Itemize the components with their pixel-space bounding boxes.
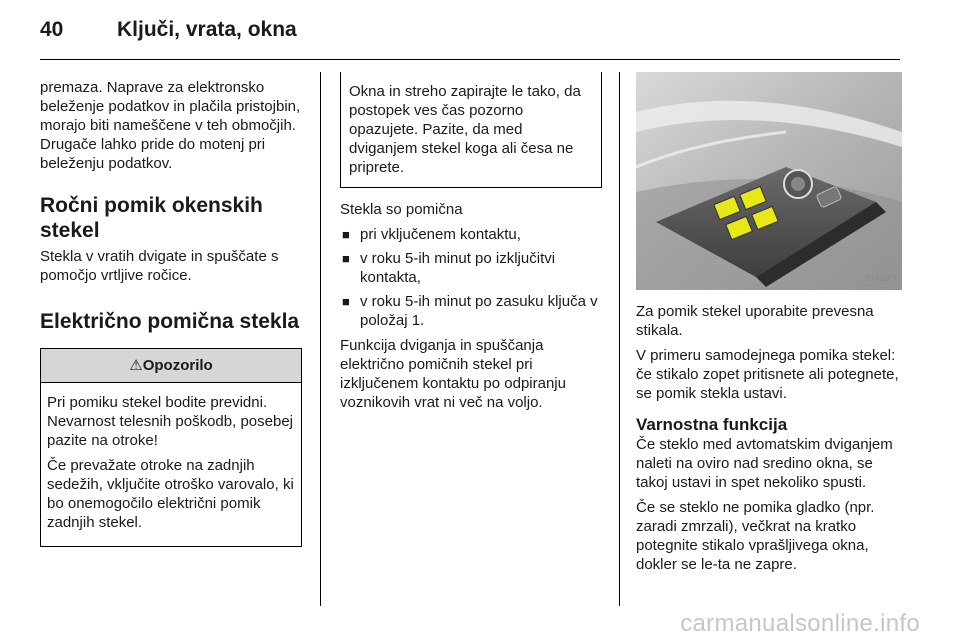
- conditions-list: [340, 225, 602, 330]
- manual-windows-heading: Ročni pomik okenskih stekel: [40, 194, 263, 242]
- list-item: ■ v roku 5-ih minut po izključitvi kontakta,: [342, 250, 556, 286]
- electric-windows-heading: Električno pomična stekla: [40, 310, 300, 333]
- column-middle: [340, 72, 602, 418]
- intro-paragraph: premaza. Naprave za elektronsko beleženje podatkov in plačila pristojbin, morajo biti nameščene v teh območjih. Drugače lahko pride do motenj pri beleženju podatkov.: [40, 79, 301, 172]
- image-code: 17429 T: [865, 273, 898, 283]
- safety-paragraph-2: Če se steklo ne pomika gladko (npr. zaradi zmrzali), večkrat na kratko potegnite stikalo vprašljivega okna, dokler se le-ta ne zapre.: [636, 499, 875, 573]
- column-divider-1: [320, 72, 321, 606]
- note-box: [340, 72, 602, 188]
- warning-header: [41, 348, 301, 383]
- function-paragraph: Funkcija dviganja in spuščanja električno pomičnih stekel pri izključenem kontaktu po odpiranju voznikovih vrat ni več na voljo.: [340, 337, 566, 411]
- auto-stop-paragraph: V primeru samodejnega pomika stekel: če stikalo zopet pritisnete ali potegnete, se pomik stekla ustavi.: [636, 347, 899, 402]
- page-number: 40: [40, 18, 64, 41]
- header-rule: [40, 59, 900, 60]
- warning-body: [41, 383, 301, 546]
- column-left: [40, 78, 302, 547]
- warning-title: Opozorilo: [142, 357, 213, 374]
- safety-heading: Varnostna funkcija: [636, 415, 788, 434]
- watermark: carmanualsonline.info: [680, 610, 920, 637]
- list-item: ■ pri vključenem kontaktu,: [342, 226, 521, 243]
- bullet-icon: ■: [342, 251, 350, 266]
- chapter-title: Ključi, vrata, okna: [117, 18, 297, 41]
- column-divider-2: [619, 72, 620, 606]
- movable-intro: Stekla so pomična: [340, 201, 463, 218]
- manual-windows-text: Stekla v vratih dvigate in spuščate s pomočjo vrtljive ročice.: [40, 248, 279, 284]
- bullet-icon: ■: [342, 227, 350, 242]
- switch-paragraph: Za pomik stekel uporabite prevesna stikala.: [636, 303, 874, 339]
- list-item: ■ v roku 5-ih minut po zasuku ključa v položaj 1.: [342, 293, 598, 329]
- column-right: [636, 72, 902, 580]
- bullet-icon: ■: [342, 294, 350, 309]
- warning-icon: ⚠: [129, 357, 143, 374]
- window-switch-photo: [636, 72, 902, 290]
- warning-paragraph-1: Pri pomiku stekel bodite previdni. Nevarnost telesnih poškodb, posebej pazite na otroke!: [47, 394, 293, 449]
- safety-paragraph-1: Če steklo med avtomatskim dviganjem naleti na oviro nad sredino okna, se takoj ustavi in spet nekoliko spusti.: [636, 436, 893, 491]
- door-panel-illustration: [636, 72, 902, 290]
- note-text: Okna in streho zapirajte le tako, da postopek ves čas pozorno opazujete. Pazite, da med dviganjem stekel koga ali česa ne priprete.: [349, 83, 581, 176]
- warning-paragraph-2: Če prevažate otroke na zadnjih sedežih, vključite otroško varovalo, ki bo onemogočilo električni pomik zadnjih stekel.: [47, 457, 294, 531]
- warning-box: [40, 348, 302, 547]
